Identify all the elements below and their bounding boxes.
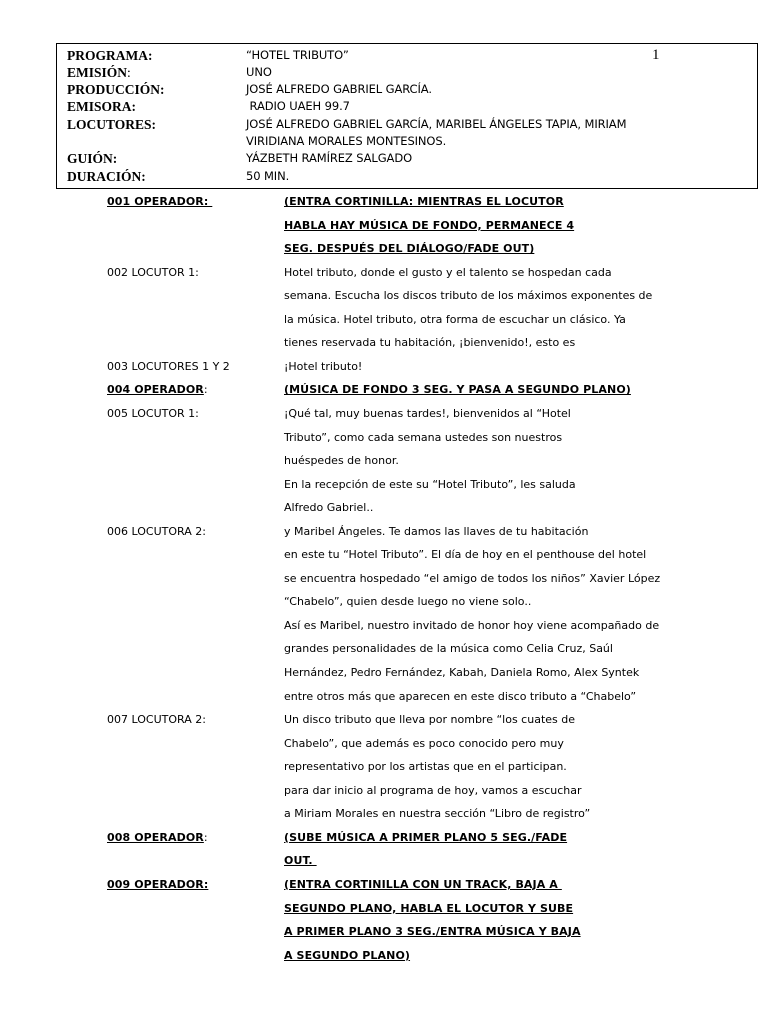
- info-label: EMISORA:: [67, 99, 137, 114]
- info-label: LOCUTORES:: [67, 117, 157, 132]
- info-row-duracion: [57, 168, 757, 185]
- dialogue-line: Hernández, Pedro Fernández, Kabah, Daniela Romo, Alex Syntek: [284, 666, 640, 679]
- page-number: 1: [652, 47, 660, 63]
- dialogue-line: Hotel tributo, donde el gusto y el talento se hospedan cada: [284, 265, 612, 279]
- info-row-emisora: [57, 98, 757, 115]
- info-row-produccion: [57, 81, 757, 98]
- info-value-continued: VIRIDIANA MORALES MONTESINOS.: [246, 134, 447, 148]
- dialogue-line: entre otros más que aparecen en este disco tributo a “Chabelo”: [284, 689, 637, 703]
- info-value: 50 MIN.: [246, 169, 290, 183]
- speaker-label: [107, 829, 208, 847]
- info-label: GUIÓN:: [67, 151, 118, 166]
- speaker-name: 004 OPERADOR: [107, 383, 204, 397]
- dialogue-line: para dar inicio al programa de hoy, vamos a escuchar: [284, 783, 582, 797]
- info-row-locutores-cont: [57, 133, 757, 150]
- dialogue-line: En la recepción de este su “Hotel Tributo”, les saluda: [284, 477, 576, 491]
- info-row-emision: [57, 64, 757, 81]
- speaker-label: [107, 193, 212, 211]
- dialogue-line: tienes reservada tu habitación, ¡bienvenido!, esto es: [284, 336, 576, 350]
- operator-cue-line: OUT.: [284, 854, 317, 868]
- speaker-label: [107, 405, 199, 423]
- dialogue-line: la música. Hotel tributo, otra forma de escuchar un clásico. Ya: [284, 312, 626, 326]
- dialogue-line: a Miriam Morales en nuestra sección “Libro de registro”: [284, 807, 591, 821]
- operator-cue-line: SEG. DESPUÉS DEL DIÁLOGO/FADE OUT): [284, 242, 535, 256]
- info-value: JOSÉ ALFREDO GABRIEL GARCÍA, MARIBEL ÁNGELES TAPIA, MIRIAM: [246, 117, 627, 131]
- operator-cue-line: HABLA HAY MÚSICA DE FONDO, PERMANECE 4: [284, 218, 575, 232]
- info-value: JOSÉ ALFREDO GABRIEL GARCÍA.: [246, 82, 432, 96]
- info-row-guion: [57, 150, 757, 167]
- speaker-name: 005 LOCUTOR 1:: [107, 406, 199, 420]
- info-value: “HOTEL TRIBUTO”: [246, 48, 349, 62]
- dialogue-line: Así es Maribel, nuestro invitado de honor hoy viene acompañado de: [284, 618, 660, 632]
- speaker-label: [107, 711, 206, 729]
- speaker-name: 002 LOCUTOR 1:: [107, 265, 199, 279]
- speaker-label: [107, 264, 199, 282]
- speaker-name: 007 LOCUTORA 2:: [107, 713, 206, 727]
- speaker-name: 009 OPERADOR:: [107, 877, 209, 891]
- operator-cue-line: (MÚSICA DE FONDO 3 SEG. Y PASA A SEGUNDO PLANO): [284, 383, 631, 397]
- dialogue-line: “Chabelo”, quien desde luego no viene solo..: [284, 595, 532, 609]
- info-label: PRODUCCIÓN:: [67, 82, 165, 97]
- operator-cue-line: (ENTRA CORTINILLA CON UN TRACK, BAJA A: [284, 877, 562, 891]
- dialogue-line: semana. Escucha los discos tributo de los máximos exponentes de: [284, 289, 653, 303]
- speaker-label: [107, 381, 208, 399]
- speaker-name: 006 LOCUTORA 2:: [107, 524, 206, 538]
- info-row-locutores: [57, 116, 757, 133]
- info-value: RADIO UAEH 99.7: [246, 99, 350, 113]
- dialogue-line: grandes personalidades de la música como Celia Cruz, Saúl: [284, 642, 613, 656]
- speaker-label: [107, 358, 230, 376]
- dialogue-line: Alfredo Gabriel..: [284, 501, 374, 515]
- operator-cue-line: SEGUNDO PLANO, HABLA EL LOCUTOR Y SUBE: [284, 901, 574, 915]
- operator-cue-line: A SEGUNDO PLANO): [284, 948, 411, 962]
- program-info-box: [56, 43, 758, 189]
- info-label-text: EMISIÓN: [67, 65, 128, 80]
- speaker-name: 001 OPERADOR:: [107, 195, 213, 208]
- info-label: [67, 64, 131, 81]
- dialogue-line: representativo por los artistas que en el participan.: [284, 760, 567, 774]
- speaker-suffix: :: [203, 383, 208, 397]
- speaker-label: [107, 876, 208, 894]
- operator-cue-line: (ENTRA CORTINILLA: MIENTRAS EL LOCUTOR: [284, 195, 564, 208]
- dialogue-line: Tributo”, como cada semana ustedes son nuestros: [284, 430, 563, 444]
- dialogue-line: Chabelo”, que además es poco conocido pero muy: [284, 736, 564, 750]
- info-row-programa: [57, 47, 757, 64]
- dialogue-line: Un disco tributo que lleva por nombre “los cuates de: [284, 713, 576, 727]
- info-label-suffix: :: [127, 65, 131, 80]
- dialogue-line: huéspedes de honor.: [284, 454, 399, 468]
- dialogue-line: ¡Hotel tributo!: [284, 359, 363, 373]
- dialogue-line: y Maribel Ángeles. Te damos las llaves de tu habitación: [284, 524, 589, 538]
- speaker-name: 003 LOCUTORES 1 Y 2: [107, 359, 230, 373]
- speaker-name: 008 OPERADOR: [107, 830, 204, 844]
- info-label: DURACIÓN:: [67, 169, 146, 184]
- dialogue-line: se encuentra hospedado “el amigo de todos los niños” Xavier López: [284, 571, 661, 585]
- info-value: YÁZBETH RAMÍREZ SALGADO: [246, 151, 413, 165]
- operator-cue-line: A PRIMER PLANO 3 SEG./ENTRA MÚSICA Y BAJA: [284, 925, 581, 939]
- info-label: PROGRAMA:: [67, 48, 153, 63]
- dialogue-line: en este tu “Hotel Tributo”. El día de hoy en el penthouse del hotel: [284, 548, 647, 562]
- speaker-suffix: :: [203, 830, 208, 844]
- dialogue-line: ¡Qué tal, muy buenas tardes!, bienvenidos al “Hotel: [284, 406, 571, 420]
- speaker-label: [107, 523, 206, 541]
- info-value: UNO: [246, 65, 272, 79]
- operator-cue-line: (SUBE MÚSICA A PRIMER PLANO 5 SEG./FADE: [284, 830, 568, 844]
